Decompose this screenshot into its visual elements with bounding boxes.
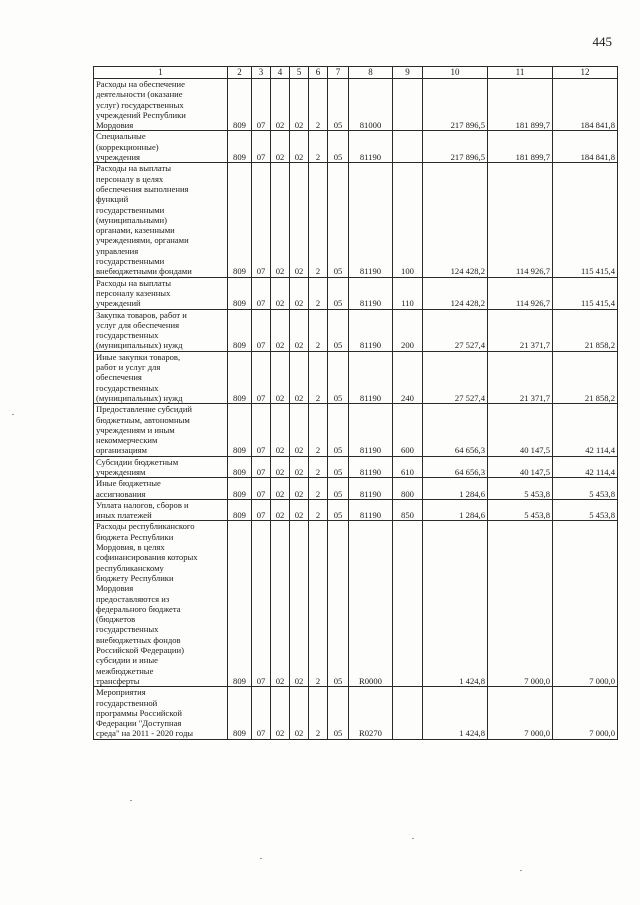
row-name: Расходы республиканского бюджета Республики Мордовия, в целях софинансирования которых республиканскому бюджету Республики Мордовия предоставляются из федерального бюджета (бюджетов государственных внебюджетных фондов Российской Федерации) субсидии и иные межбюджетные трансферты <box>94 521 228 687</box>
cell-subprogram: 2 <box>309 478 328 500</box>
cell-subprogram: 2 <box>309 131 328 163</box>
cell-direction: 81190 <box>349 456 393 478</box>
cell-ministry-code: 809 <box>228 456 252 478</box>
cell-expense-type <box>393 131 423 163</box>
cell-amount-2: 40 147,5 <box>488 456 553 478</box>
cell-subsection: 02 <box>271 277 290 309</box>
cell-main-activity: 05 <box>328 478 349 500</box>
cell-subsection: 02 <box>271 499 290 521</box>
cell-subsection: 02 <box>271 163 290 277</box>
cell-subsection: 02 <box>271 687 290 739</box>
column-header: 11 <box>488 67 553 79</box>
row-name: Иные закупки товаров, работ и услуг для обеспечения государственных (муниципальных) нужд <box>94 351 228 403</box>
cell-section: 07 <box>252 277 271 309</box>
scan-speck <box>520 870 522 871</box>
column-header: 7 <box>328 67 349 79</box>
cell-expense-type: 610 <box>393 456 423 478</box>
cell-subsection: 02 <box>271 478 290 500</box>
cell-ministry-code: 809 <box>228 521 252 687</box>
cell-section: 07 <box>252 456 271 478</box>
table-row <box>94 351 618 403</box>
cell-amount-3: 42 114,4 <box>553 404 618 456</box>
cell-main-activity: 05 <box>328 404 349 456</box>
row-name: Иные бюджетные ассигнования <box>94 478 228 500</box>
cell-amount-2: 7 000,0 <box>488 687 553 739</box>
cell-main-activity: 05 <box>328 163 349 277</box>
cell-direction: 81190 <box>349 499 393 521</box>
cell-main-activity: 05 <box>328 687 349 739</box>
cell-main-activity: 05 <box>328 79 349 131</box>
cell-section: 07 <box>252 687 271 739</box>
cell-ministry-code: 809 <box>228 131 252 163</box>
cell-expense-type <box>393 687 423 739</box>
cell-ministry-code: 809 <box>228 404 252 456</box>
cell-amount-3: 5 453,8 <box>553 478 618 500</box>
table-row <box>94 687 618 739</box>
cell-direction: 81190 <box>349 163 393 277</box>
row-name: Закупка товаров, работ и услуг для обеспечения государственных (муниципальных) нужд <box>94 309 228 351</box>
row-name: Субсидии бюджетным учреждениям <box>94 456 228 478</box>
column-header: 8 <box>349 67 393 79</box>
cell-main-activity: 05 <box>328 521 349 687</box>
row-name: Расходы на обеспечение деятельности (оказание услуг) государственных учреждений Республики Мордовия <box>94 79 228 131</box>
cell-expense-type: 850 <box>393 499 423 521</box>
column-header: 3 <box>252 67 271 79</box>
cell-direction: 81190 <box>349 131 393 163</box>
cell-direction: R0270 <box>349 687 393 739</box>
cell-amount-3: 115 415,4 <box>553 277 618 309</box>
column-header: 10 <box>423 67 488 79</box>
cell-section: 07 <box>252 351 271 403</box>
cell-program: 02 <box>290 478 309 500</box>
cell-subsection: 02 <box>271 131 290 163</box>
row-name: Специальные (коррекционные) учреждения <box>94 131 228 163</box>
cell-expense-type: 600 <box>393 404 423 456</box>
cell-amount-2: 40 147,5 <box>488 404 553 456</box>
cell-section: 07 <box>252 404 271 456</box>
budget-table <box>93 66 618 740</box>
cell-program: 02 <box>290 404 309 456</box>
cell-ministry-code: 809 <box>228 309 252 351</box>
cell-program: 02 <box>290 277 309 309</box>
cell-amount-1: 27 527,4 <box>423 351 488 403</box>
cell-amount-3: 184 841,8 <box>553 131 618 163</box>
cell-subsection: 02 <box>271 351 290 403</box>
table-row <box>94 404 618 456</box>
cell-direction: R0000 <box>349 521 393 687</box>
table-body <box>94 79 618 740</box>
cell-ministry-code: 809 <box>228 79 252 131</box>
cell-expense-type: 800 <box>393 478 423 500</box>
cell-amount-3: 7 000,0 <box>553 687 618 739</box>
cell-amount-1: 217 896,5 <box>423 79 488 131</box>
cell-amount-3: 7 000,0 <box>553 521 618 687</box>
row-name: Предоставление субсидий бюджетным, автономным учреждениям и иным некоммерческим организациям <box>94 404 228 456</box>
cell-amount-2: 5 453,8 <box>488 478 553 500</box>
table-row <box>94 277 618 309</box>
cell-amount-2: 7 000,0 <box>488 521 553 687</box>
table-row <box>94 79 618 131</box>
cell-subprogram: 2 <box>309 277 328 309</box>
cell-amount-1: 64 656,3 <box>423 404 488 456</box>
cell-subprogram: 2 <box>309 499 328 521</box>
cell-subprogram: 2 <box>309 404 328 456</box>
table-row <box>94 499 618 521</box>
scan-speck <box>12 414 14 415</box>
cell-program: 02 <box>290 456 309 478</box>
cell-expense-type: 200 <box>393 309 423 351</box>
cell-section: 07 <box>252 478 271 500</box>
cell-program: 02 <box>290 521 309 687</box>
cell-section: 07 <box>252 521 271 687</box>
cell-amount-2: 114 926,7 <box>488 163 553 277</box>
table-row <box>94 131 618 163</box>
cell-direction: 81190 <box>349 404 393 456</box>
table-row <box>94 521 618 687</box>
cell-expense-type: 240 <box>393 351 423 403</box>
cell-amount-3: 115 415,4 <box>553 163 618 277</box>
cell-amount-1: 217 896,5 <box>423 131 488 163</box>
cell-direction: 81190 <box>349 277 393 309</box>
cell-expense-type: 110 <box>393 277 423 309</box>
cell-amount-1: 27 527,4 <box>423 309 488 351</box>
column-header: 6 <box>309 67 328 79</box>
cell-ministry-code: 809 <box>228 163 252 277</box>
table-header-row <box>94 67 618 79</box>
cell-program: 02 <box>290 79 309 131</box>
cell-amount-3: 184 841,8 <box>553 79 618 131</box>
row-name: Расходы на выплаты персоналу в целях обеспечения выполнения функций государственными (муниципальными) органами, казенными учреждениями, органами управления государственными внебюджетными фондами <box>94 163 228 277</box>
cell-section: 07 <box>252 309 271 351</box>
column-header: 5 <box>290 67 309 79</box>
cell-subsection: 02 <box>271 79 290 131</box>
row-name: Расходы на выплаты персоналу казенных учреждений <box>94 277 228 309</box>
cell-direction: 81190 <box>349 478 393 500</box>
cell-amount-1: 1 424,8 <box>423 521 488 687</box>
cell-section: 07 <box>252 79 271 131</box>
row-name: Уплата налогов, сборов и иных платежей <box>94 499 228 521</box>
cell-amount-2: 21 371,7 <box>488 309 553 351</box>
cell-amount-3: 42 114,4 <box>553 456 618 478</box>
cell-expense-type <box>393 79 423 131</box>
cell-section: 07 <box>252 163 271 277</box>
cell-main-activity: 05 <box>328 277 349 309</box>
column-header: 2 <box>228 67 252 79</box>
cell-program: 02 <box>290 309 309 351</box>
cell-program: 02 <box>290 131 309 163</box>
cell-amount-1: 124 428,2 <box>423 163 488 277</box>
cell-amount-1: 124 428,2 <box>423 277 488 309</box>
scan-speck <box>260 858 262 859</box>
cell-subsection: 02 <box>271 521 290 687</box>
cell-subprogram: 2 <box>309 351 328 403</box>
cell-ministry-code: 809 <box>228 687 252 739</box>
cell-ministry-code: 809 <box>228 351 252 403</box>
cell-program: 02 <box>290 499 309 521</box>
cell-section: 07 <box>252 499 271 521</box>
cell-subsection: 02 <box>271 456 290 478</box>
table-row <box>94 309 618 351</box>
cell-subprogram: 2 <box>309 163 328 277</box>
cell-amount-1: 64 656,3 <box>423 456 488 478</box>
cell-amount-2: 21 371,7 <box>488 351 553 403</box>
cell-subsection: 02 <box>271 404 290 456</box>
cell-expense-type <box>393 521 423 687</box>
table-row <box>94 456 618 478</box>
cell-subprogram: 2 <box>309 79 328 131</box>
cell-amount-1: 1 424,8 <box>423 687 488 739</box>
cell-amount-1: 1 284,6 <box>423 499 488 521</box>
column-header: 9 <box>393 67 423 79</box>
cell-ministry-code: 809 <box>228 499 252 521</box>
cell-subsection: 02 <box>271 309 290 351</box>
scan-speck <box>412 838 414 839</box>
cell-amount-2: 181 899,7 <box>488 131 553 163</box>
cell-direction: 81000 <box>349 79 393 131</box>
cell-main-activity: 05 <box>328 131 349 163</box>
cell-ministry-code: 809 <box>228 478 252 500</box>
cell-section: 07 <box>252 131 271 163</box>
cell-amount-3: 21 858,2 <box>553 309 618 351</box>
column-header: 1 <box>94 67 228 79</box>
cell-expense-type: 100 <box>393 163 423 277</box>
cell-amount-2: 114 926,7 <box>488 277 553 309</box>
cell-amount-3: 21 858,2 <box>553 351 618 403</box>
cell-subprogram: 2 <box>309 687 328 739</box>
cell-subprogram: 2 <box>309 456 328 478</box>
cell-program: 02 <box>290 163 309 277</box>
cell-amount-3: 5 453,8 <box>553 499 618 521</box>
cell-subprogram: 2 <box>309 521 328 687</box>
cell-main-activity: 05 <box>328 456 349 478</box>
cell-subprogram: 2 <box>309 309 328 351</box>
table-row <box>94 163 618 277</box>
cell-main-activity: 05 <box>328 499 349 521</box>
page-number: 445 <box>592 34 612 49</box>
row-name: Мероприятия государственной программы Российской Федерации "Доступная среда" на 2011 - 2020 годы <box>94 687 228 739</box>
column-header: 12 <box>553 67 618 79</box>
cell-ministry-code: 809 <box>228 277 252 309</box>
cell-main-activity: 05 <box>328 309 349 351</box>
cell-direction: 81190 <box>349 309 393 351</box>
scan-speck <box>130 800 132 801</box>
cell-program: 02 <box>290 687 309 739</box>
column-header: 4 <box>271 67 290 79</box>
cell-amount-2: 181 899,7 <box>488 79 553 131</box>
table-row <box>94 478 618 500</box>
cell-amount-2: 5 453,8 <box>488 499 553 521</box>
cell-program: 02 <box>290 351 309 403</box>
cell-amount-1: 1 284,6 <box>423 478 488 500</box>
cell-main-activity: 05 <box>328 351 349 403</box>
cell-direction: 81190 <box>349 351 393 403</box>
